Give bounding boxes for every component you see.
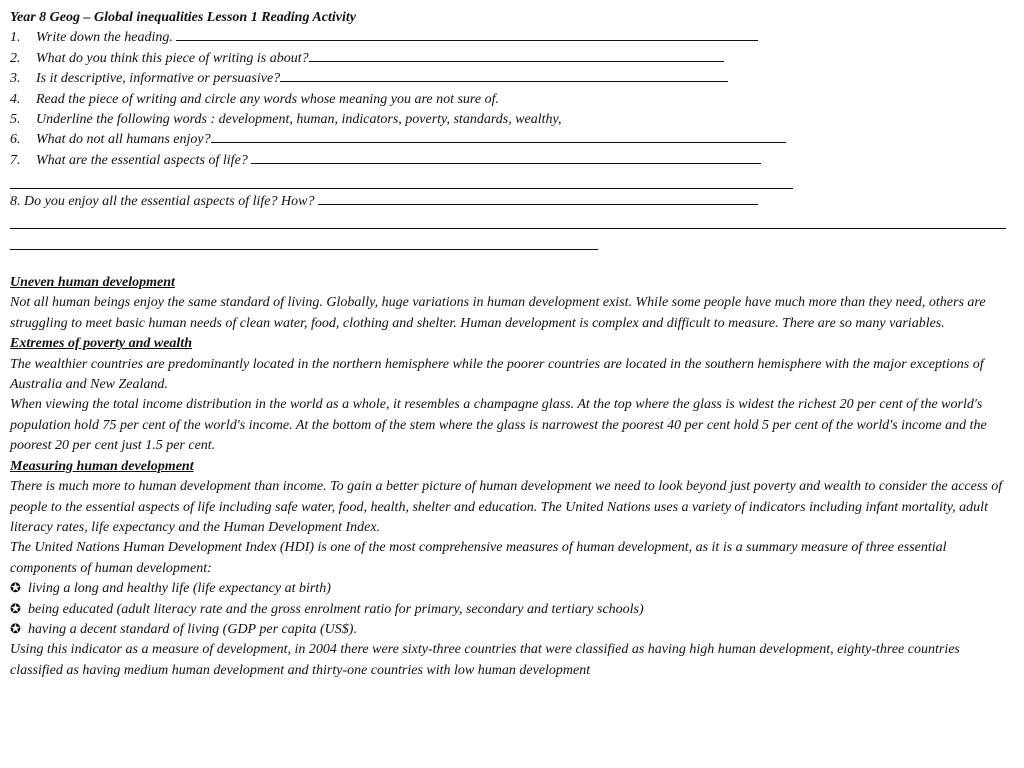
answer-line[interactable] — [10, 212, 1014, 232]
question-5 — [10, 110, 1014, 130]
answer-line[interactable] — [10, 232, 1014, 252]
question-text: Read the piece of writing and circle any words whose meaning you are not sure of. — [36, 91, 499, 107]
question-number: 2. — [10, 50, 21, 66]
question-8 — [10, 192, 1014, 212]
star-bullet-icon: ✪ — [10, 581, 21, 597]
question-2 — [10, 49, 1014, 69]
spacer — [10, 253, 1014, 273]
bullet-item — [10, 579, 1014, 599]
question-text: Underline the following words : development, human, indicators, poverty, standards, wealthy, — [36, 111, 562, 127]
answer-blank[interactable] — [280, 69, 728, 82]
paragraph: There is much more to human development than income. To gain a better picture of human development we need to look beyond just poverty and wealth to consider the access of people to the essential aspects of life including safe water, food, health, shelter and education. The United Nations uses a variety of indicators including infant mortality, adult literacy rates, life expectancy and the Human Development Index. — [10, 479, 1003, 535]
star-bullet-icon: ✪ — [10, 621, 21, 637]
question-number: 6. — [10, 132, 21, 148]
bullet-text: living a long and healthy life (life expectancy at birth) — [28, 581, 331, 597]
paragraph: The wealthier countries are predominantly located in the northern hemisphere while the poorer countries are located in the southern hemisphere with the major exceptions of Australia and New Zealand. — [10, 356, 984, 393]
answer-blank[interactable] — [176, 28, 758, 41]
paragraph: The United Nations Human Development Index (HDI) is one of the most comprehensive measures of human development, as it is a summary measure of three essential components of human development: — [10, 540, 947, 576]
bullet-item — [10, 600, 1014, 620]
question-text: What do not all humans enjoy? — [36, 132, 211, 148]
answer-blank[interactable] — [211, 130, 786, 143]
answer-blank[interactable] — [309, 49, 724, 62]
paragraph: Not all human beings enjoy the same standard of living. Globally, huge variations in human development exist. While some people have much more than they need, others are struggling to meet basic human needs of clean water, food, clothing and shelter. Human development is complex and difficult to measure. There are so many variables. — [10, 295, 986, 331]
section-heading-measuring: Measuring human development — [10, 458, 194, 474]
question-text: Write down the heading. — [36, 30, 177, 46]
question-text: Is it descriptive, informative or persuasive? — [36, 71, 281, 87]
question-4 — [10, 90, 1014, 110]
question-text: 8. Do you enjoy all the essential aspects of life? How? — [10, 193, 318, 209]
question-7 — [10, 151, 1014, 171]
question-number: 4. — [10, 91, 21, 107]
question-3 — [10, 69, 1014, 89]
paragraph: When viewing the total income distribution in the world as a whole, it resembles a champagne glass. At the top where the glass is widest the richest 20 per cent of the world's population hold 75 per cent of the world's income. At the bottom of the stem where the glass is narrowest the poorest 40 per cent hold 5 per cent of the world's income and the poorest 20 per cent just 1.5 per cent. — [10, 397, 987, 454]
answer-blank[interactable] — [318, 192, 758, 205]
question-number: 1. — [10, 30, 21, 46]
worksheet-title: Year 8 Geog – Global inequalities Lesson 1 Reading Activity — [10, 10, 356, 25]
worksheet-page — [10, 8, 1014, 681]
question-text: What do you think this piece of writing is about? — [36, 50, 309, 66]
bullet-text: being educated (adult literacy rate and the gross enrolment ratio for primary, secondary and tertiary schools) — [28, 601, 644, 617]
question-number: 5. — [10, 111, 21, 127]
answer-blank[interactable] — [251, 151, 761, 164]
star-bullet-icon: ✪ — [10, 601, 21, 617]
bullet-item — [10, 620, 1014, 640]
section-heading-extremes: Extremes of poverty and wealth — [10, 336, 192, 352]
answer-line[interactable] — [10, 171, 1014, 191]
question-6 — [10, 130, 1014, 150]
paragraph: Using this indicator as a measure of development, in 2004 there were sixty-three countries that were classified as having high human development, eighty-three countries classified as having medium human development and thirty-one countries with low human development — [10, 642, 960, 678]
question-text: What are the essential aspects of life? — [36, 152, 252, 168]
question-1 — [10, 28, 1014, 48]
section-heading-uneven-development: Uneven human development — [10, 275, 175, 291]
question-number: 3. — [10, 71, 21, 87]
bullet-text: having a decent standard of living (GDP per capita (US$). — [28, 621, 357, 637]
question-number: 7. — [10, 152, 21, 168]
